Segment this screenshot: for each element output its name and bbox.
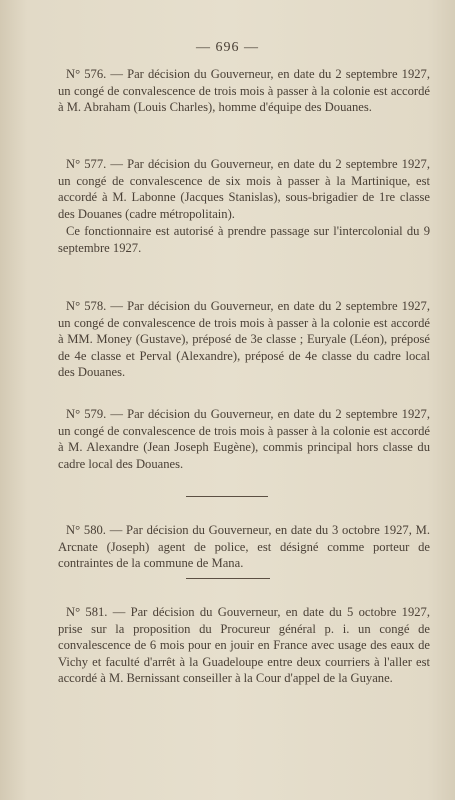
decision-581 (58, 604, 430, 687)
decision-576 (58, 66, 430, 116)
decision-paragraph: N° 581. — Par décision du Gouverneur, en date du 5 octobre 1927, prise sur la proposition du Procureur général p. i. un congé de convalescence de 6 mois pour en jouir en France avec usage des eaux de Vichy et faculté d'arrêt à la Guadeloupe entre deux courriers à l'aller est accordé à M. Bernissant conseiller à la Cour d'appel de la Guyane. (58, 605, 430, 686)
decision-paragraph: N° 580. — Par décision du Gouverneur, en date du 3 octobre 1927, M. Arcnate (Joseph) agent de police, est désigné comme porteur de contraintes de la commune de Mana. (58, 523, 430, 571)
decision-paragraph: N° 577. — Par décision du Gouverneur, en date du 2 septembre 1927, un congé de convalescence de six mois à passer à la Martinique, est accordé à M. Labonne (Jacques Stanislas), sous-brigadier de 1re classe des Douanes (cadre métropolitain). (58, 157, 430, 221)
decision-578 (58, 298, 430, 381)
decision-paragraph: Ce fonctionnaire est autorisé à prendre passage sur l'intercolonial du 9 septembre 1927. (58, 224, 430, 255)
decision-577 (58, 156, 430, 257)
decision-paragraph: N° 579. — Par décision du Gouverneur, en date du 2 septembre 1927, un congé de convalescence de trois mois à passer à la colonie est accordé à M. Alexandre (Jean Joseph Eugène), commis principal hors classe du cadre local des Douanes. (58, 407, 430, 471)
decision-paragraph: N° 576. — Par décision du Gouverneur, en date du 2 septembre 1927, un congé de convalescence de trois mois à passer à la colonie est accordé à M. Abraham (Louis Charles), homme d'équipe des Douanes. (58, 67, 430, 115)
page-number: — 696 — (196, 40, 259, 55)
decision-579 (58, 406, 430, 472)
decision-paragraph: N° 578. — Par décision du Gouverneur, en date du 2 septembre 1927, un congé de convalescence de trois mois à passer à la colonie est accordé à MM. Money (Gustave), préposé de 3e classe ; Euryale (Léon), préposé de 4e classe et Perval (Alexandre), préposé de 4e classe du cadre local des Douanes. (58, 299, 430, 380)
separator-rule (186, 496, 268, 497)
separator-rule (186, 578, 270, 579)
decision-580 (58, 522, 430, 572)
